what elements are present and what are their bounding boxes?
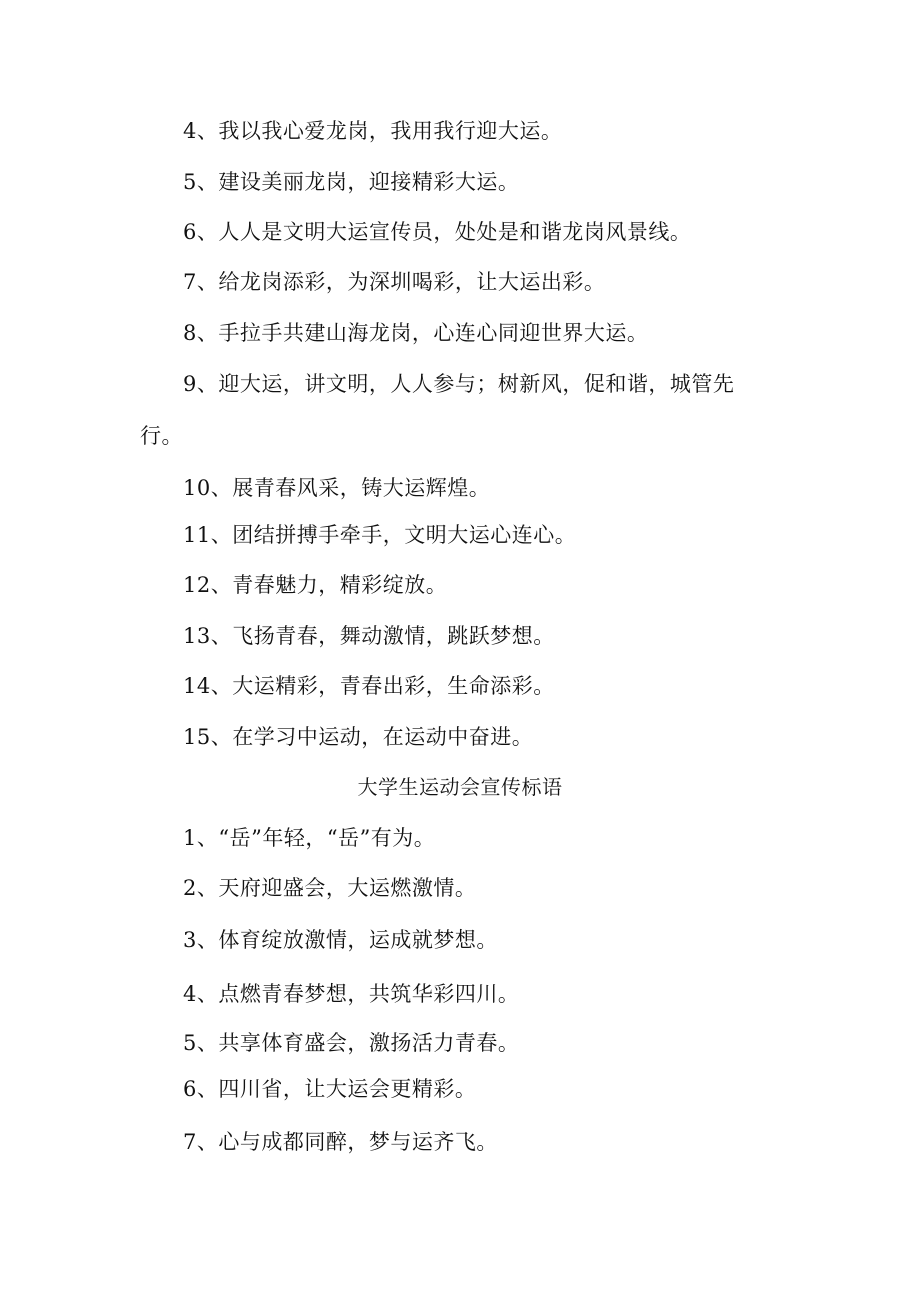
slogan-line: 4、我以我心爱龙岗，我用我行迎大运。: [183, 119, 563, 143]
slogan-line-continuation: 行。: [140, 424, 183, 448]
slogan-line: 11、团结拼搏手牵手，文明大运心连心。: [183, 523, 577, 547]
slogan-line: 10、展青春风采，铸大运辉煌。: [183, 476, 491, 500]
slogan-line: 15、在学习中运动，在运动中奋进。: [183, 725, 534, 749]
slogan-line: 3、体育绽放激情，运成就梦想。: [183, 928, 498, 952]
section-heading: 大学生运动会宣传标语: [357, 775, 563, 799]
slogan-line: 4、点燃青春梦想，共筑华彩四川。: [183, 982, 520, 1006]
slogan-line: 6、四川省，让大运会更精彩。: [183, 1077, 477, 1101]
slogan-line: 2、天府迎盛会，大运燃激情。: [183, 876, 477, 900]
slogan-line: 12、青春魅力，精彩绽放。: [183, 573, 448, 597]
slogan-line: 9、迎大运，讲文明，人人参与；树新风，促和谐，城管先: [183, 372, 735, 396]
slogan-line: 5、建设美丽龙岗，迎接精彩大运。: [183, 170, 520, 194]
slogan-line: 6、人人是文明大运宣传员，处处是和谐龙岗风景线。: [183, 220, 692, 244]
slogan-line: 8、手拉手共建山海龙岗，心连心同迎世界大运。: [183, 321, 649, 345]
slogan-line: 7、心与成都同醉，梦与运齐飞。: [183, 1130, 498, 1154]
slogan-line: 7、给龙岗添彩，为深圳喝彩，让大运出彩。: [183, 270, 606, 294]
slogan-line: 5、共享体育盛会，激扬活力青春。: [183, 1031, 520, 1055]
slogan-line: 14、大运精彩，青春出彩，生命添彩。: [183, 674, 555, 698]
slogan-line: 1、“岳”年轻，“岳”有为。: [183, 826, 436, 850]
slogan-line: 13、飞扬青春，舞动激情，跳跃梦想。: [183, 624, 555, 648]
